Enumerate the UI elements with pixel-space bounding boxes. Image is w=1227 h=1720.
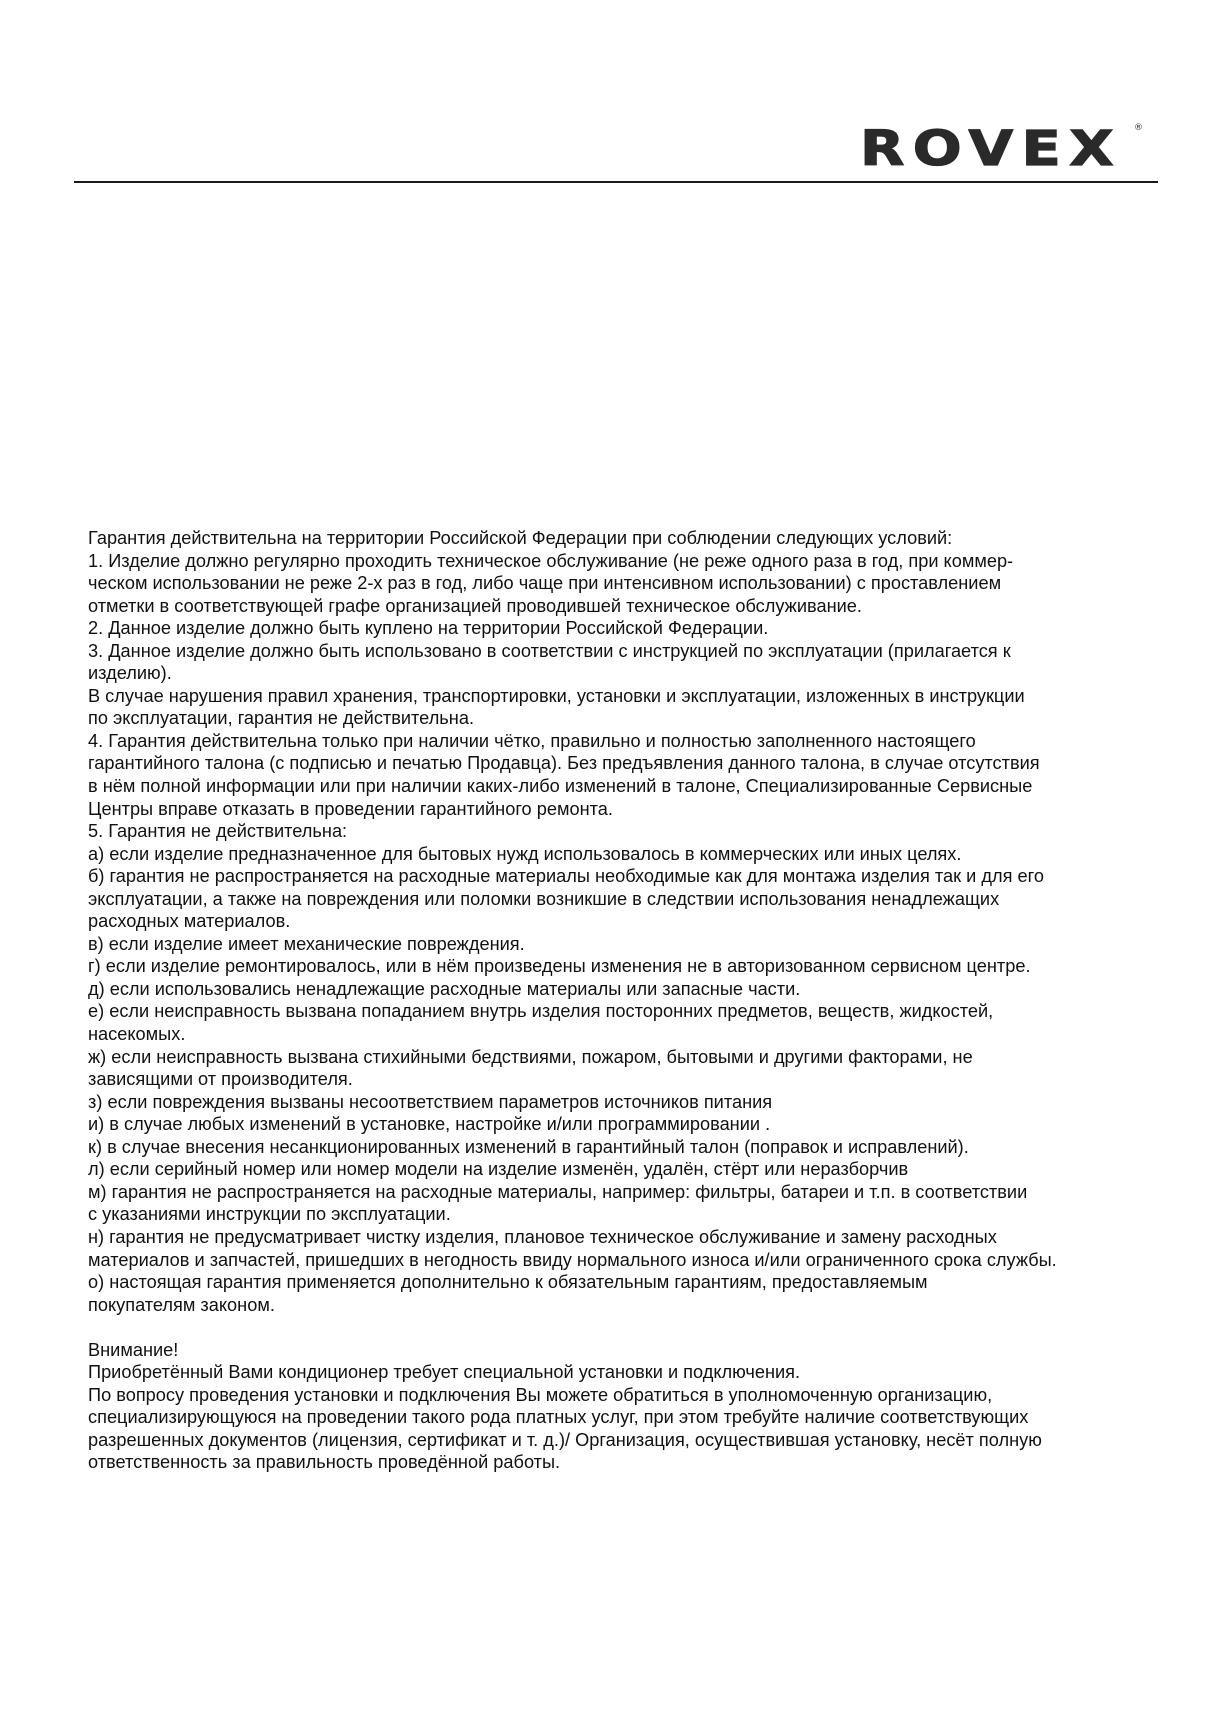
attention-line: По вопросу проведения установки и подключения Вы можете обратиться в уполномоченную организацию, xyxy=(88,1384,993,1405)
terms-line: Центры вправе отказать в проведении гарантийного ремонта. xyxy=(88,798,613,819)
terms-line: эксплуатации, а также на повреждения или поломки возникшие в следствии использования ненадлежащих xyxy=(88,888,1000,909)
terms-line: ческом использовании не реже 2-х раз в год, либо чаще при интенсивном использовании) с проставлением xyxy=(88,573,1002,594)
paragraph-gap xyxy=(88,1316,1168,1339)
terms-line: в) если изделие имеет механические повреждения. xyxy=(88,933,525,954)
terms-line: зависящими от производителя. xyxy=(88,1069,353,1090)
terms-line: д) если использовались ненадлежащие расходные материалы или запасные части. xyxy=(88,978,801,999)
terms-line: л) если серийный номер или номер модели на изделие изменён, удалён, стёрт или неразборчив xyxy=(88,1159,909,1180)
terms-line: по эксплуатации, гарантия не действительна. xyxy=(88,708,474,729)
terms-line: б) гарантия не распространяется на расходные материалы необходимые как для монтажа изделия так и для его xyxy=(88,866,1044,887)
terms-line: в нём полной информации или при наличии каких-либо изменений в талоне, Специализированные Сервисные xyxy=(88,776,1033,797)
header-divider xyxy=(74,181,1158,183)
terms-line: и) в случае любых изменений в установке, настройке и/или программировании . xyxy=(88,1114,771,1135)
terms-line: покупателям законом. xyxy=(88,1294,275,1315)
warranty-terms xyxy=(88,527,1168,1474)
terms-line: о) настоящая гарантия применяется дополнительно к обязательным гарантиям, предоставляемым xyxy=(88,1272,928,1293)
terms-line: насекомых. xyxy=(88,1024,186,1045)
svg-text:®: ® xyxy=(1134,123,1143,133)
terms-line: 3. Данное изделие должно быть использовано в соответствии с инструкцией по эксплуатации (прилагается к xyxy=(88,640,1011,661)
attention-line: разрешенных документов (лицензия, сертификат и т. д.)/ Организация, осуществившая установку, несёт полную xyxy=(88,1429,1042,1450)
terms-line: м) гарантия не распространяется на расходные материалы, например: фильтры, батареи и т.п. в соответствии xyxy=(88,1181,1028,1202)
terms-line: Гарантия действительна на территории Российской Федерации при соблюдении следующих условий: xyxy=(88,528,953,548)
attention-line: специализирующуюся на проведении такого рода платных услуг, при этом требуйте наличие соответствующих xyxy=(88,1407,1029,1428)
terms-line: к) в случае внесения несанкционированных изменений в гарантийный талон (поправок и исправлений). xyxy=(88,1136,969,1157)
terms-line: а) если изделие предназначенное для бытовых нужд использовалось в коммерческих или иных целях. xyxy=(88,843,962,864)
attention-line: Приобретённый Вами кондиционер требует специальной установки и подключения. xyxy=(88,1362,801,1383)
terms-line: 2. Данное изделие должно быть куплено на территории Российской Федерации. xyxy=(88,618,769,639)
terms-line: з) если повреждения вызваны несоответствием параметров источников питания xyxy=(88,1091,773,1112)
svg-text:ROVEX: ROVEX xyxy=(860,121,1122,177)
terms-line: В случае нарушения правил хранения, транспортировки, установки и эксплуатации, изложенных в инструкции xyxy=(88,685,1025,706)
terms-line: гарантийного талона (с подписью и печатью Продавца). Без предъявления данного талона, в случае отсутствия xyxy=(88,753,1040,774)
terms-line: материалов и запчастей, пришедших в негодность ввиду нормального износа и/или ограниченного срока службы. xyxy=(88,1249,1057,1270)
terms-line: н) гарантия не предусматривает чистку изделия, плановое техническое обслуживание и замену расходных xyxy=(88,1226,997,1247)
attention-title: Внимание! xyxy=(88,1339,179,1360)
terms-line: 4. Гарантия действительна только при наличии чётко, правильно и полностью заполненного настоящего xyxy=(88,730,976,751)
terms-line: с указаниями инструкции по эксплуатации. xyxy=(88,1204,451,1225)
terms-line: отметки в соответствующей графе организацией проводившей техническое обслуживание. xyxy=(88,595,862,616)
rovex-logo xyxy=(858,118,1148,178)
terms-line: г) если изделие ремонтировалось, или в нём произведены изменения не в авторизованном сервисном центре. xyxy=(88,956,1031,977)
terms-line: 1. Изделие должно регулярно проходить техническое обслуживание (не реже одного раза в год, при коммер- xyxy=(88,550,1014,571)
attention-line: ответственность за правильность проведённой работы. xyxy=(88,1452,561,1473)
terms-line: 5. Гарантия не действительна: xyxy=(88,821,348,842)
terms-line: ж) если неисправность вызвана стихийными бедствиями, пожаром, бытовыми и другими факторами, не xyxy=(88,1046,973,1067)
terms-line: расходных материалов. xyxy=(88,911,291,932)
terms-line: е) если неисправность вызвана попаданием внутрь изделия посторонних предметов, веществ, жидкостей, xyxy=(88,1001,994,1022)
terms-line: изделию). xyxy=(88,663,172,684)
